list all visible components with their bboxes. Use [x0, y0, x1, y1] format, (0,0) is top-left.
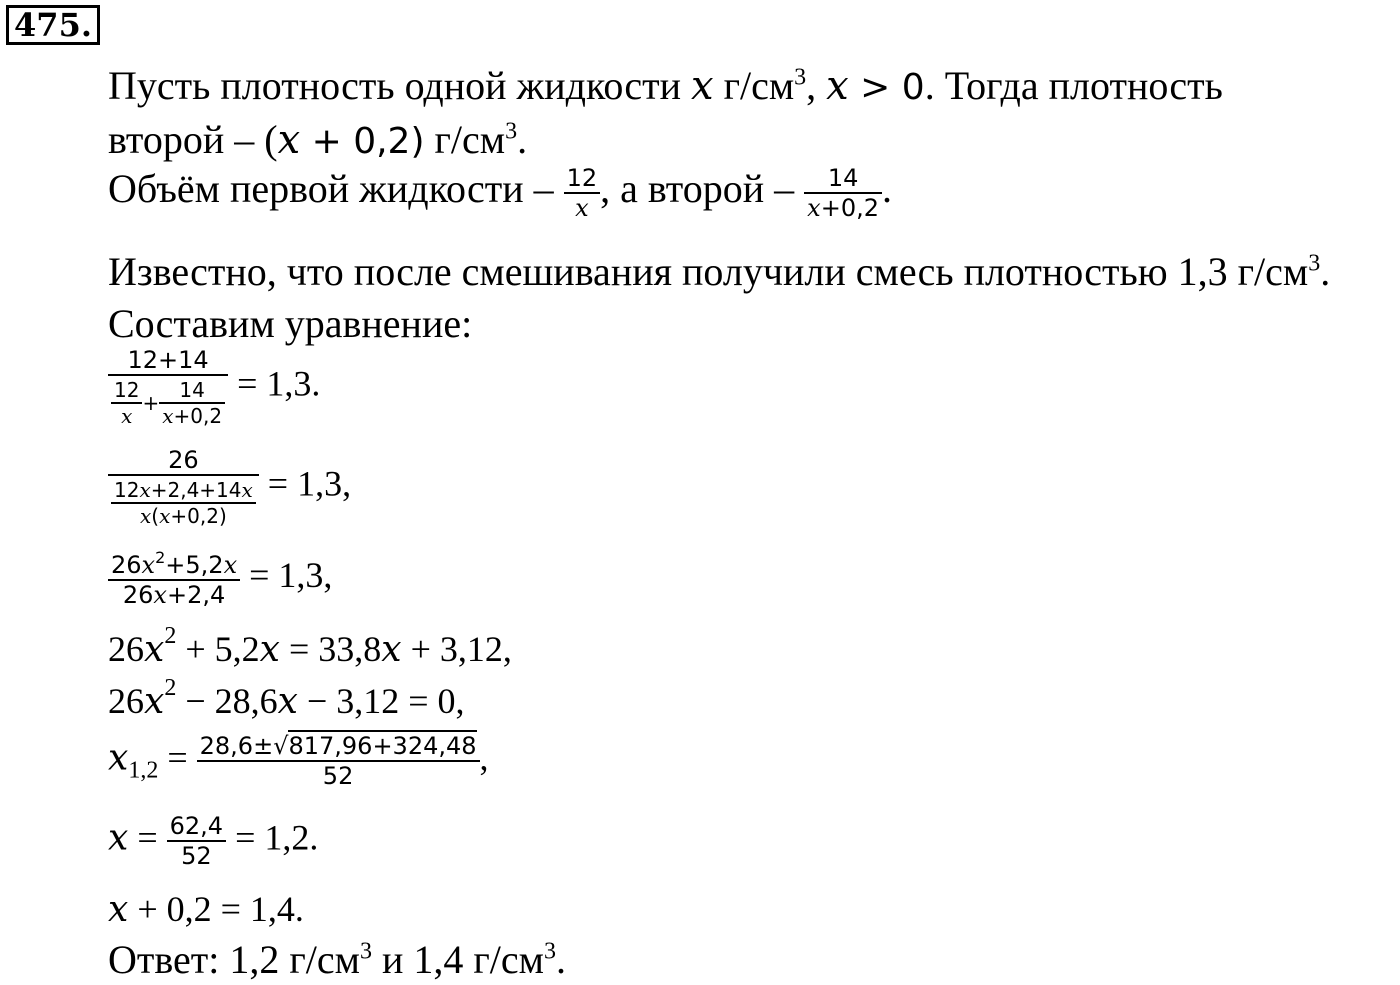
numerator: 14 [159, 378, 225, 404]
numerator: $26x^2+5,2x$ [108, 548, 240, 581]
text: . [882, 166, 892, 212]
denominator: x [121, 404, 133, 428]
text-line-4 [108, 248, 1330, 295]
text-line-2 [108, 116, 527, 163]
equation-3 [108, 548, 332, 609]
sub-fraction [159, 378, 225, 428]
fraction-14-over-x-plus [804, 164, 882, 222]
text-line-3 [108, 164, 892, 222]
equation-6: $x_{1,2}$ = $\frac{28,6\pm√817,96+324,48}{52}$ , [108, 732, 489, 790]
problem-number: 475. [6, 5, 100, 45]
text-line-5 [108, 300, 472, 347]
quadratic-formula-fraction [197, 732, 480, 790]
exponent: 3 [794, 64, 807, 91]
exponent: 3 [1308, 250, 1321, 277]
complex-fraction [108, 446, 259, 528]
sub-fraction [111, 478, 256, 528]
denominator: 26x+2,4 [122, 581, 226, 609]
equation-5: $26x^2 - 28,6x - 3,12 = 0$, [108, 675, 465, 722]
sub-fraction [111, 378, 142, 428]
text: , а второй – [600, 166, 805, 212]
complex-fraction [108, 346, 228, 428]
numerator: 12+14 [108, 346, 228, 376]
equation-1 [108, 346, 320, 428]
text: Составим уравнение: [108, 301, 473, 346]
denominator: 52 [181, 842, 212, 870]
numerator: 12 [111, 378, 142, 404]
text: . [517, 117, 528, 162]
denominator [108, 476, 259, 528]
inequality: > 0 [848, 67, 925, 108]
numerator: 62,4 [167, 812, 226, 842]
numerator: 28,6±√817,96+324,48 [197, 732, 480, 762]
fraction [108, 548, 240, 609]
numerator: 12 [564, 164, 601, 194]
denominator: x+0,2 [807, 194, 879, 222]
rhs: = 1,3, [258, 463, 352, 504]
sqrt-icon: √ [273, 732, 289, 760]
text-line-1 [108, 62, 1223, 109]
text: г/см [713, 63, 795, 108]
expr: + 0,2) [300, 121, 425, 162]
equation-8: x + 0,2 = 1,4. [108, 889, 304, 930]
numerator: 26 [108, 446, 259, 476]
text: Известно, что после смешивания получили смесь плотностью 1,3 г/см [108, 249, 1309, 294]
var-x: x [826, 63, 849, 109]
text: г/см [424, 117, 506, 162]
exponent: 3 [505, 118, 518, 145]
var-x: x [277, 117, 301, 163]
fraction [167, 812, 226, 870]
text: второй – ( [108, 117, 278, 162]
denominator: x(x+0,2) [140, 504, 227, 528]
text: . [1320, 249, 1331, 294]
denominator: x+0,2 [162, 404, 223, 428]
text: . Тогда плотность [924, 63, 1223, 108]
rhs: = 1,3, [240, 554, 333, 595]
fraction-12-over-x [564, 164, 601, 222]
rhs: = 1,3. [228, 363, 321, 404]
equation-2 [108, 446, 351, 528]
text: Пусть плотность одной жидкости [108, 63, 692, 108]
answer-line: Ответ: 1,2 $г/см^3$ и 1,4 $г/см^3$. [108, 937, 566, 982]
text: Объём первой жидкости – [108, 166, 564, 212]
var-x: x [691, 63, 714, 109]
numerator: 14 [804, 164, 882, 194]
equation-4: $26x^2 + 5,2x = 33,8x + 3,12$, [108, 623, 512, 670]
denominator: x [575, 194, 589, 222]
text: , [806, 63, 827, 108]
denominator: $\frac{12}{x}$ + $\frac{14}{x+0,2}$ [108, 376, 228, 428]
numerator: 12x+2,4+14x [111, 478, 256, 504]
denominator: 52 [322, 762, 354, 790]
equation-7: x = $\frac{62,4}{52}$ = 1,2. [108, 812, 319, 870]
